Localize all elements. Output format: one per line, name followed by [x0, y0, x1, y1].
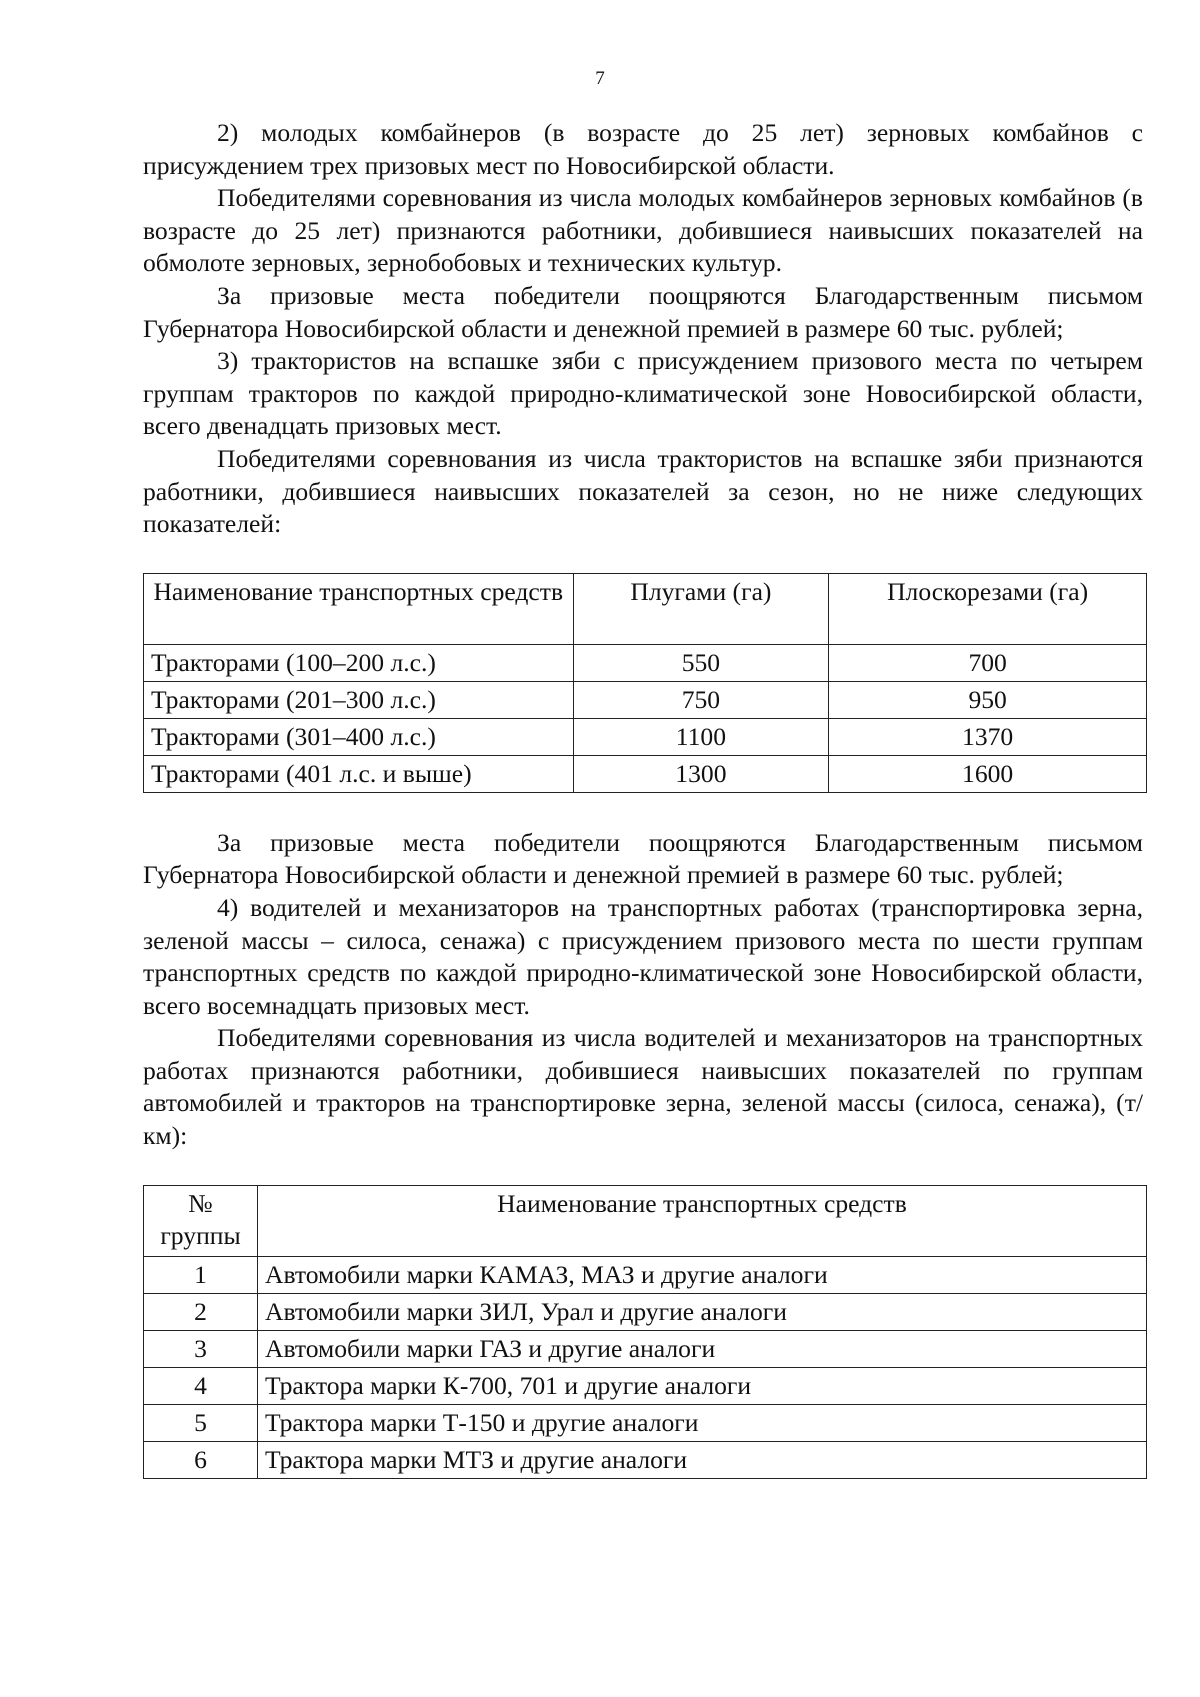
page-number: 7: [595, 68, 605, 89]
table-cell: Тракторами (401 л.с. и выше): [144, 755, 574, 792]
table-row: [144, 1330, 1147, 1367]
table-cell: Тракторами (301–400 л.с.): [144, 718, 574, 755]
table-cell: Тракторами (100–200 л.с.): [144, 644, 574, 681]
paragraph: За призовые места победители поощряются Благодарственным письмом Губернатора Новосибирской области и денежной премией в размере 60 тыс. рублей;: [143, 280, 1143, 343]
table-row: [144, 644, 1147, 681]
table-cell: Автомобили марки ЗИЛ, Урал и другие аналоги: [257, 1293, 1146, 1330]
column-header: Плугами (га): [573, 573, 829, 644]
table-row: [144, 1293, 1147, 1330]
table-cell: 6: [144, 1441, 258, 1478]
table-header-row: [144, 1185, 1147, 1256]
table-cell: Трактора марки Т-150 и другие аналоги: [257, 1404, 1146, 1441]
table-cell: Трактора марки МТЗ и другие аналоги: [257, 1441, 1146, 1478]
table-row: [144, 1256, 1147, 1293]
table-cell: 1300: [573, 755, 829, 792]
table-row: [144, 1441, 1147, 1478]
plowing-norms-table: [143, 573, 1147, 793]
table-cell: Автомобили марки ГАЗ и другие аналоги: [257, 1330, 1146, 1367]
paragraph: 4) водителей и механизаторов на транспортных работах (транспортировка зерна, зеленой массы – силоса, сенажа) с присуждением призового места по шести группам транспортных средств по каждой природно-климатической зоне Новосибирской области, всего восемнадцать призовых мест.: [143, 892, 1143, 1020]
paragraph: Победителями соревнования из числа молодых комбайнеров зерновых комбайнов (в возрасте до 25 лет) признаются работники, добившиеся наивысших показателей на обмолоте зерновых, зернобобовых и технических культур.: [143, 183, 1143, 278]
table-cell: 700: [829, 644, 1147, 681]
paragraph: 3) трактористов на вспашке зяби с присуждением призового места по четырем группам тракторов по каждой природно-климатической зоне Новосибирской области, всего двенадцать призовых мест.: [143, 346, 1143, 441]
vehicle-groups-table: [143, 1185, 1147, 1479]
table-row: [144, 718, 1147, 755]
table-header-row: [144, 573, 1147, 644]
document-body: [143, 117, 1143, 1479]
column-header: Наименование транспортных средств: [144, 573, 574, 644]
table-cell: 1: [144, 1256, 258, 1293]
spacer: [143, 793, 1143, 827]
column-header: Наименование транспортных средств: [257, 1185, 1146, 1256]
table-row: [144, 681, 1147, 718]
table-row: [144, 1367, 1147, 1404]
table-cell: 5: [144, 1404, 258, 1441]
column-header: № группы: [144, 1185, 258, 1256]
table-cell: 4: [144, 1367, 258, 1404]
paragraph: 2) молодых комбайнеров (в возрасте до 25 лет) зерновых комбайнов с присуждением трех призовых мест по Новосибирской области.: [143, 118, 1143, 180]
table-cell: 1600: [829, 755, 1147, 792]
table-cell: Тракторами (201–300 л.с.): [144, 681, 574, 718]
table-cell: 750: [573, 681, 829, 718]
table-cell: Автомобили марки КАМАЗ, МАЗ и другие аналоги: [257, 1256, 1146, 1293]
table-cell: 1100: [573, 718, 829, 755]
paragraph: За призовые места победители поощряются Благодарственным письмом Губернатора Новосибирской области и денежной премией в размере 60 тыс. рублей;: [143, 827, 1143, 890]
table-row: [144, 1404, 1147, 1441]
table-cell: 950: [829, 681, 1147, 718]
column-header: Плоскорезами (га): [829, 573, 1147, 644]
paragraph: Победителями соревнования из числа водителей и механизаторов на транспортных работах признаются работники, добившиеся наивысших показателей по группам автомобилей и тракторов на транспортировке зерна, зеленой массы (силоса, сенажа), (т/км):: [143, 1023, 1143, 1151]
table-cell: 2: [144, 1293, 258, 1330]
paragraph: Победителями соревнования из числа трактористов на вспашке зяби признаются работники, добившиеся наивысших показателей за сезон, но не ниже следующих показателей:: [143, 443, 1143, 539]
table-cell: 3: [144, 1330, 258, 1367]
table-cell: 550: [573, 644, 829, 681]
table-cell: Трактора марки К-700, 701 и другие аналоги: [257, 1367, 1146, 1404]
table-cell: 1370: [829, 718, 1147, 755]
table-row: [144, 755, 1147, 792]
